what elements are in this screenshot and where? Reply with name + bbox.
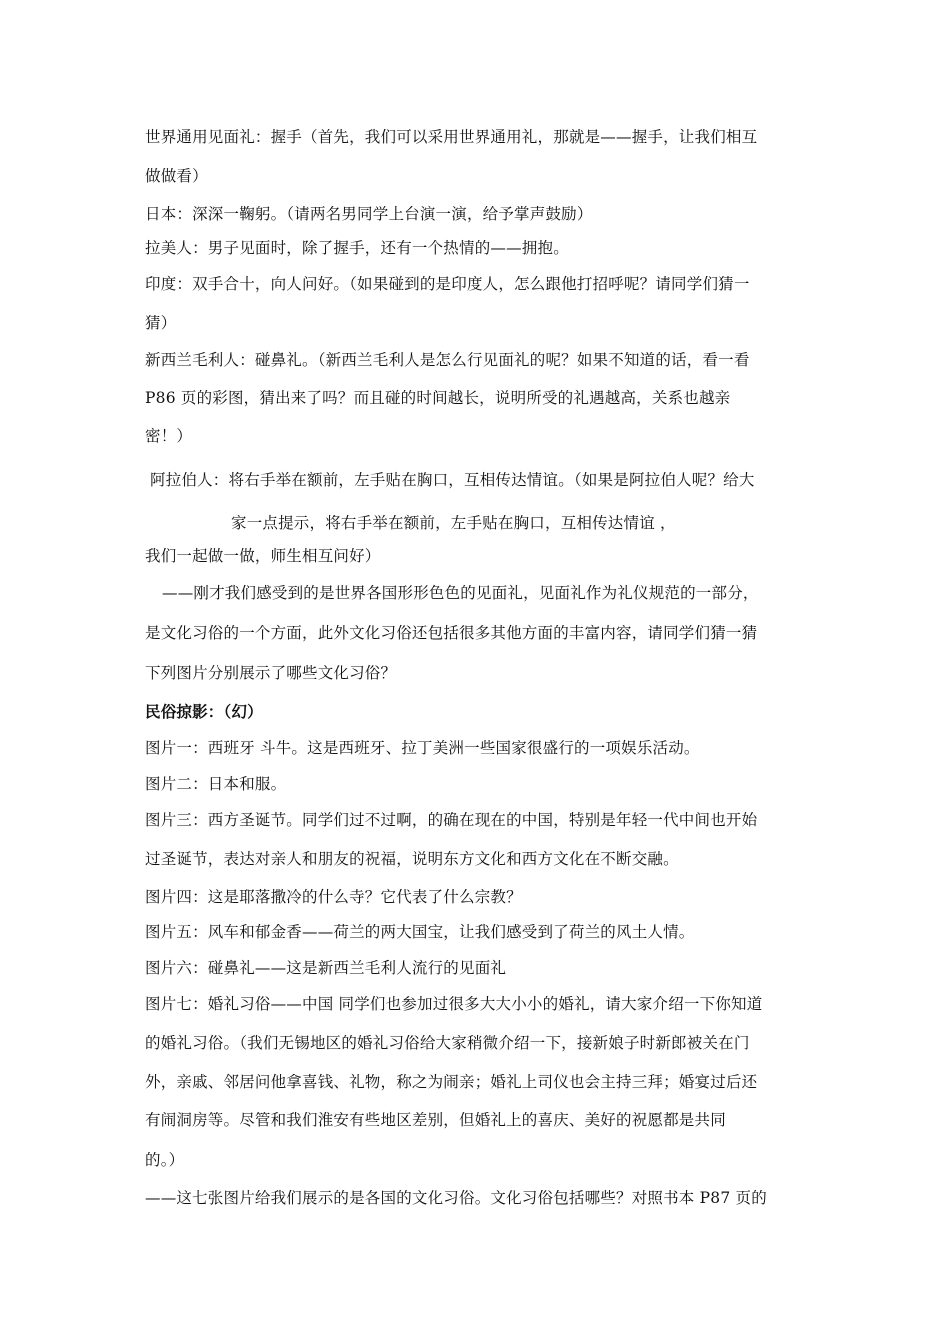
text-line: 图片二：日本和服。 xyxy=(145,775,287,793)
text-line: 新西兰毛利人：碰鼻礼。（新西兰毛利人是怎么行见面礼的呢？如果不知道的话，看一看 xyxy=(145,351,750,369)
text-line: P86 页的彩图，猜出来了吗？而且碰的时间越长，说明所受的礼遇越高，关系也越亲 xyxy=(145,389,731,407)
text-line: ——这七张图片给我们展示的是各国的文化习俗。文化习俗包括哪些？对照书本 P87 页的 xyxy=(145,1189,767,1207)
text-line: 印度：双手合十，向人问好。（如果碰到的是印度人，怎么跟他打招呼呢？请同学们猜一 xyxy=(145,275,750,293)
section-heading: 民俗掠影：（幻） xyxy=(145,703,263,721)
text-line: 图片七：婚礼习俗——中国 同学们也参加过很多大大小小的婚礼，请大家介绍一下你知道 xyxy=(145,995,763,1013)
text-line: 密！） xyxy=(145,427,193,445)
text-line: 图片三：西方圣诞节。同学们过不过啊，的确在现在的中国，特别是年轻一代中间也开始 xyxy=(145,811,758,829)
text-line: 家一点提示，将右手举在额前，左手贴在胸口，互相传达情谊 ， xyxy=(231,514,676,532)
text-line: 是文化习俗的一个方面，此外文化习俗还包括很多其他方面的丰富内容，请同学们猜一猜 xyxy=(145,624,758,642)
text-line: 外，亲戚、邻居问他拿喜钱、礼物，称之为闹亲；婚礼上司仪也会主持三拜；婚宴过后还 xyxy=(145,1073,758,1091)
text-line: 图片一：西班牙 斗牛。这是西班牙、拉丁美洲一些国家很盛行的一项娱乐活动。 xyxy=(145,739,700,757)
text-line: 的婚礼习俗。（我们无锡地区的婚礼习俗给大家稍微介绍一下，接新娘子时新郎被关在门 xyxy=(145,1034,750,1052)
text-line: 图片四：这是耶落撒冷的什么寺？它代表了什么宗教？ xyxy=(145,888,522,906)
text-line: 我们一起做一做，师生相互问好） xyxy=(145,547,381,565)
text-line: ——刚才我们感受到的是世界各国形形色色的见面礼，见面礼作为礼仪规范的一部分， xyxy=(162,584,759,602)
text-line: 拉美人：男子见面时，除了握手，还有一个热情的——拥抱。 xyxy=(145,239,569,257)
text-line: 有闹洞房等。尽管和我们淮安有些地区差别，但婚礼上的喜庆、美好的祝愿都是共同 xyxy=(145,1111,726,1129)
text-line: 图片六：碰鼻礼——这是新西兰毛利人流行的见面礼 xyxy=(145,959,507,977)
text-line: 世界通用见面礼：握手（首先，我们可以采用世界通用礼，那就是——握手，让我们相互 xyxy=(145,128,758,146)
text-line: 图片五：风车和郁金香——荷兰的两大国宝，让我们感受到了荷兰的风土人情。 xyxy=(145,923,695,941)
text-line: 日本：深深一鞠躬。（请两名男同学上台演一演，给予掌声鼓励） xyxy=(145,205,593,223)
text-line: 阿拉伯人：将右手举在额前，左手贴在胸口，互相传达情谊。（如果是阿拉伯人呢？给大 xyxy=(150,471,755,489)
text-line: 做做看） xyxy=(145,167,208,185)
text-line: 下列图片分别展示了哪些文化习俗？ xyxy=(145,664,397,682)
text-line: 过圣诞节，表达对亲人和朋友的祝福，说明东方文化和西方文化在不断交融。 xyxy=(145,850,679,868)
text-line: 的。） xyxy=(145,1151,185,1169)
text-line: 猜） xyxy=(145,314,177,332)
